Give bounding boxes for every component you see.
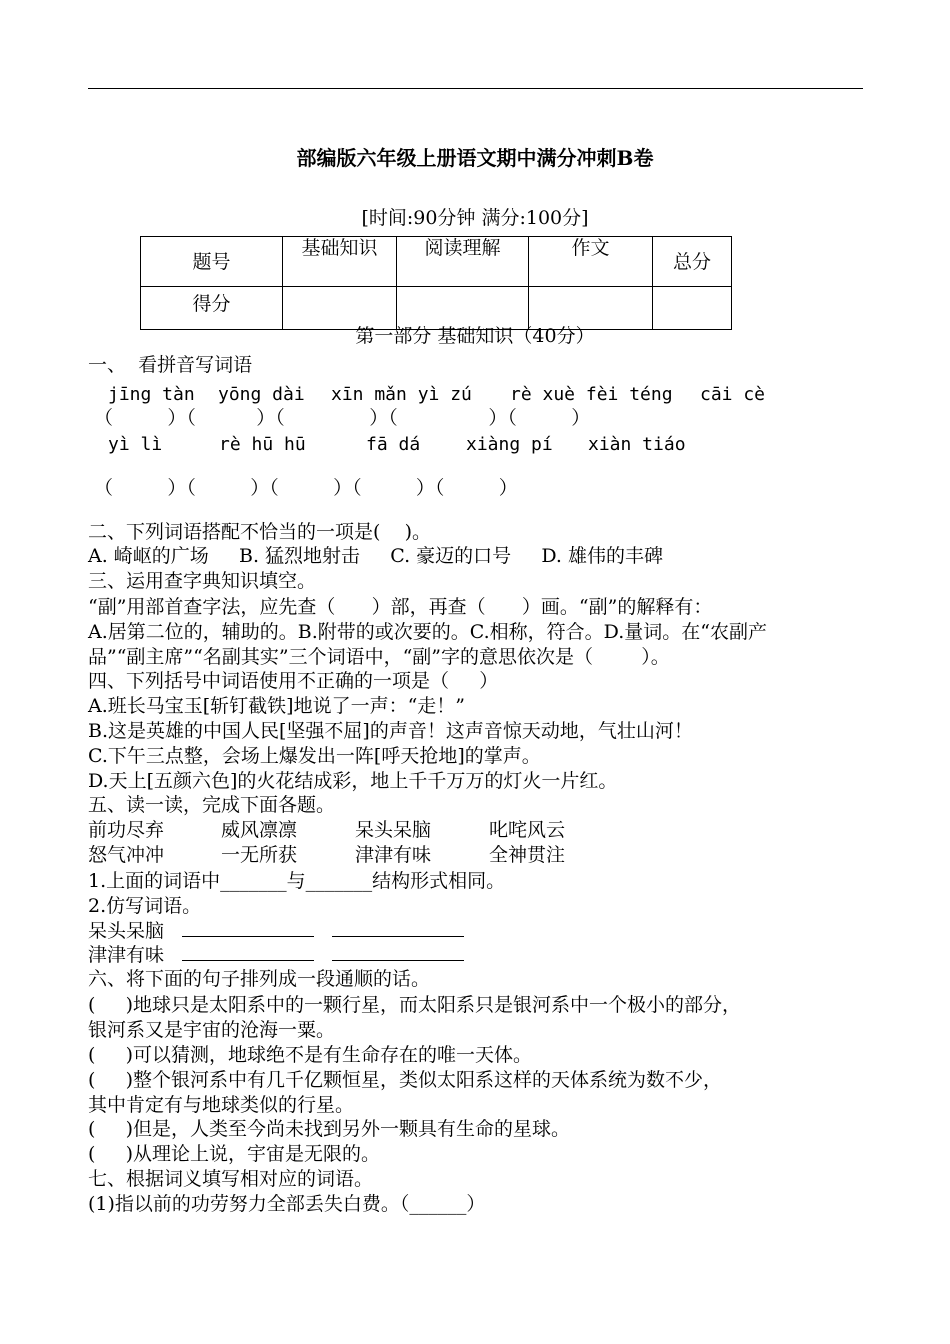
q4-heading: 四、下列括号中词语使用不正确的一项是（ ） [88, 670, 499, 692]
pinyin-item: yōng dài [218, 384, 305, 405]
document-title: 部编版六年级上册语文期中满分冲刺B卷 [296, 146, 654, 170]
imitate-word: 呆头呆脑 [88, 920, 165, 942]
pinyin-item: xiàng pí [466, 434, 553, 455]
q6-line: ( )可以猜测，地球绝不是有生命存在的唯一天体。 [88, 1044, 533, 1066]
pinyin-item: fā dá [366, 434, 421, 455]
q4-option-c: C.下午三点整，会场上爆发出一阵[呼天抢地]的掌声。 [88, 745, 541, 767]
q1-heading: 一、 看拼音写词语 [88, 354, 253, 376]
q7-heading: 七、根据词义填写相对应的词语。 [88, 1168, 374, 1190]
q6-line: ( )从理论上说，宇宙是无限的。 [88, 1143, 381, 1165]
top-rule [88, 88, 863, 89]
answer-underline[interactable] [182, 942, 314, 961]
q5-heading: 五、读一读，完成下面各题。 [88, 794, 336, 816]
q5-sub2: 2.仿写词语。 [88, 895, 202, 917]
word-item: 呆头呆脑 [355, 819, 432, 841]
pinyin-item: cāi cè [700, 384, 766, 405]
q6-line: 银河系又是宇宙的沧海一粟。 [88, 1019, 336, 1041]
q6-line: 其中肯定有与地球类似的行星。 [88, 1094, 355, 1116]
word-item: 威风凛凛 [221, 819, 298, 841]
answer-blanks-row2[interactable]: （ ）（ ）（ ）（ ）（ ） [94, 477, 518, 499]
pinyin-item: xiàn tiáo [588, 434, 686, 455]
q6-heading: 六、将下面的句子排列成一段通顺的话。 [88, 968, 431, 990]
q5-sub1: 1.上面的词语中_______与_______结构形式相同。 [88, 870, 506, 892]
q3-line: 品”“副主席”“名副其实”三个词语中，“副”字的意思依次是（ ）。 [88, 646, 670, 668]
header-cell: 总分 [653, 237, 732, 287]
header-cell: 阅读理解 [397, 237, 529, 287]
word-item: 一无所获 [221, 844, 298, 866]
row-label-cell: 得分 [141, 287, 283, 330]
part1-heading: 第一部分 基础知识（40分） [355, 325, 595, 347]
q7-item1: (1)指以前的功劳努力全部丢失白费。（______） [88, 1193, 486, 1215]
q6-line: ( )但是，人类至今尚未找到另外一颗具有生命的星球。 [88, 1118, 571, 1140]
score-table-header-row [141, 237, 732, 287]
score-table [140, 236, 732, 330]
pinyin-item: jīng tàn [108, 384, 195, 405]
answer-blanks-row1[interactable]: （ ）（ ）（ ）（ ）（ ） [94, 407, 591, 429]
q2-heading: 二、下列词语搭配不恰当的一项是( )。 [88, 521, 431, 543]
word-item: 全神贯注 [489, 844, 566, 866]
q4-option-b: B.这是英雄的中国人民[坚强不屈]的声音！这声音惊天动地，气壮山河！ [88, 720, 693, 742]
word-item: 前功尽弃 [88, 819, 165, 841]
q4-option-d: D.天上[五颜六色]的火花结成彩，地上千千万万的灯火一片红。 [88, 770, 618, 792]
q3-heading: 三、运用查字典知识填空。 [88, 570, 317, 592]
q6-line: ( )地球只是太阳系中的一颗行星，而太阳系只是银河系中一个极小的部分， [88, 994, 742, 1016]
header-cell: 基础知识 [283, 237, 397, 287]
header-cell: 题号 [141, 237, 283, 287]
exam-time-and-score: [时间:90分钟 满分:100分] [361, 207, 589, 229]
pinyin-item: rè xuè fèi téng [510, 384, 673, 405]
imitate-row [88, 918, 464, 943]
pinyin-item: xīn mǎn yì zú [331, 384, 472, 405]
q3-line: A.居第二位的，辅助的。B.附带的或次要的。C.相称，符合。D.量词。在“农副产 [88, 621, 767, 643]
answer-underline[interactable] [182, 918, 314, 937]
word-item: 津津有味 [355, 844, 432, 866]
imitate-word: 津津有味 [88, 944, 165, 966]
pinyin-item: yì lì [108, 434, 163, 455]
q2-options: A. 崎岖的广场 B. 猛烈地射击 C. 豪迈的口号 D. 雄伟的丰碑 [88, 545, 664, 567]
q4-option-a: A.班长马宝玉[斩钉截铁]地说了一声：“走！” [88, 695, 466, 717]
answer-underline[interactable] [332, 918, 464, 937]
pinyin-item: rè hū hū [219, 434, 306, 455]
imitate-row [88, 942, 464, 967]
q6-line: ( )整个银河系中有几千亿颗恒星，类似太阳系这样的天体系统为数不少， [88, 1069, 723, 1091]
word-item: 怒气冲冲 [88, 844, 165, 866]
word-item: 叱咤风云 [489, 819, 566, 841]
q3-line: “副”用部首查字法，应先查（ ）部，再查（ ）画。“副”的解释有： [88, 596, 713, 618]
answer-underline[interactable] [332, 942, 464, 961]
header-cell: 作文 [529, 237, 653, 287]
